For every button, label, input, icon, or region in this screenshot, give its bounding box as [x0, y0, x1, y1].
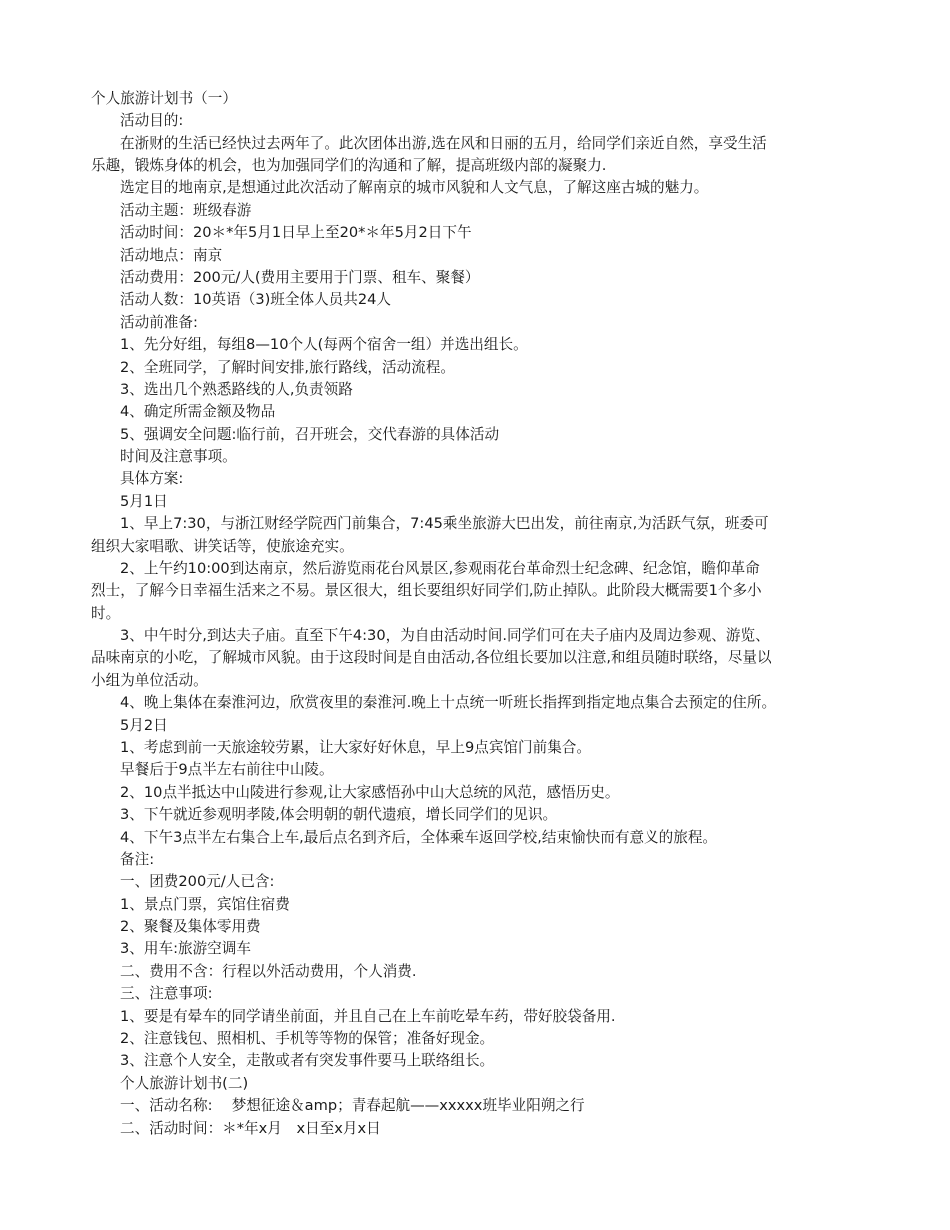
paragraph-line: 时。 — [91, 605, 121, 622]
list-item: 2、聚餐及集体零用费 — [120, 918, 261, 935]
day-heading: 5月1日 — [120, 493, 168, 510]
list-item: 1、先分好组，每组8—10个人(每两个宿舍一组）并选出组长。 — [120, 336, 528, 353]
info-line: 活动地点：南京 — [120, 247, 223, 264]
section-heading: 具体方案: — [120, 470, 184, 487]
info-line: 活动费用：200元/人(费用主要用于门票、租车、聚餐） — [120, 269, 480, 286]
section-heading: 活动前准备: — [120, 314, 198, 331]
paragraph-line: 品味南京的小吃，了解城市风貌。由于这段时间是自由活动,各位组长要加以注意,和组员随时联络，尽量以 — [91, 649, 772, 666]
list-item: 2、注意钱包、照相机、手机等等物的保管；准备好现金。 — [120, 1030, 495, 1047]
list-item-continued: 早餐后于9点半左右前往中山陵。 — [120, 761, 334, 778]
list-item: 一、活动名称: 梦想征途＆amp；青春起航——xxxxx班毕业阳朔之行 — [120, 1097, 585, 1114]
paragraph-line: 1、早上7:30，与浙江财经学院西门前集合，7:45乘坐旅游大巴出发，前往南京,为活跃气氛，班委可 — [120, 515, 769, 532]
section-heading: 活动目的: — [120, 112, 184, 129]
list-item: 1、景点门票，宾馆住宿费 — [120, 896, 290, 913]
list-item: 二、活动时间：＊*年x月 x日至x月x日 — [120, 1120, 381, 1137]
paragraph-line: 烈士，了解今日幸福生活来之不易。景区很大，组长要组织好同学们,防止掉队。此阶段大概需要1个多小 — [91, 582, 762, 599]
list-item: 1、要是有晕车的同学请坐前面，并且自己在上车前吃晕车药，带好胶袋备用. — [120, 1008, 616, 1025]
info-line: 活动主题：班级春游 — [120, 202, 252, 219]
list-item: 3、选出几个熟悉路线的人,负责领路 — [120, 381, 353, 398]
paragraph-line: 3、中午时分,到达夫子庙。直至下午4:30，为自由活动时间.同学们可在夫子庙内及周边参观、游览、 — [120, 627, 770, 644]
list-item: 二、费用不含：行程以外活动费用，个人消费. — [120, 963, 417, 980]
paragraph-line: 2、上午约10:00到达南京，然后游览雨花台风景区,参观雨花台革命烈士纪念碑、纪念馆，瞻仰革命 — [120, 560, 760, 577]
doc-title: 个人旅游计划书（一） — [91, 90, 237, 107]
list-item: 1、考虑到前一天旅途较劳累，让大家好好休息，早上9点宾馆门前集合。 — [120, 739, 591, 756]
paragraph-line: 4、晚上集体在秦淮河边，欣赏夜里的秦淮河.晚上十点统一听班长指挥到指定地点集合去预定的住所。 — [120, 694, 777, 711]
paragraph-line: 在浙财的生活已经快过去两年了。此次团体出游,选在风和日丽的五月，给同学们亲近自然，享受生活 — [120, 135, 767, 152]
list-item: 2、10点半抵达中山陵进行参观,让大家感悟孙中山大总统的风范，感悟历史。 — [120, 784, 620, 801]
day-heading: 5月2日 — [120, 717, 168, 734]
paragraph-line: 选定目的地南京,是想通过此次活动了解南京的城市风貌和人文气息，了解这座古城的魅力。 — [120, 179, 709, 196]
list-item: 4、确定所需金额及物品 — [120, 403, 276, 420]
paragraph-line: 乐趣，锻炼身体的机会，也为加强同学们的沟通和了解，提高班级内部的凝聚力. — [91, 157, 607, 174]
list-item: 5、强调安全问题:临行前，召开班会，交代春游的具体活动 — [120, 426, 500, 443]
info-line: 活动时间：20＊*年5月1日早上至20*＊年5月2日下午 — [120, 224, 472, 241]
section-heading: 备注: — [120, 851, 155, 868]
list-item: 2、全班同学，了解时间安排,旅行路线，活动流程。 — [120, 359, 455, 376]
info-line: 活动人数：10英语（3)班全体人员共24人 — [120, 291, 392, 308]
list-item-continued: 时间及注意事项。 — [120, 448, 237, 465]
list-item: 4、下午3点半左右集合上车,最后点名到齐后，全体乘车返回学校,结束愉快而有意义的旅程。 — [120, 829, 718, 846]
list-item: 三、注意事项: — [120, 985, 213, 1002]
list-item: 3、用车:旅游空调车 — [120, 940, 251, 957]
doc-title-2: 个人旅游计划书(二) — [120, 1075, 249, 1092]
paragraph-line: 小组为单位活动。 — [91, 672, 208, 689]
list-item: 3、下午就近参观明孝陵,体会明朝的朝代遗痕，增长同学们的见识。 — [120, 806, 558, 823]
list-item: 3、注意个人安全，走散或者有突发事件要马上联络组长。 — [120, 1052, 495, 1069]
list-item: 一、团费200元/人已含: — [120, 873, 275, 890]
paragraph-line: 组织大家唱歌、讲笑话等，使旅途充实。 — [91, 538, 354, 555]
